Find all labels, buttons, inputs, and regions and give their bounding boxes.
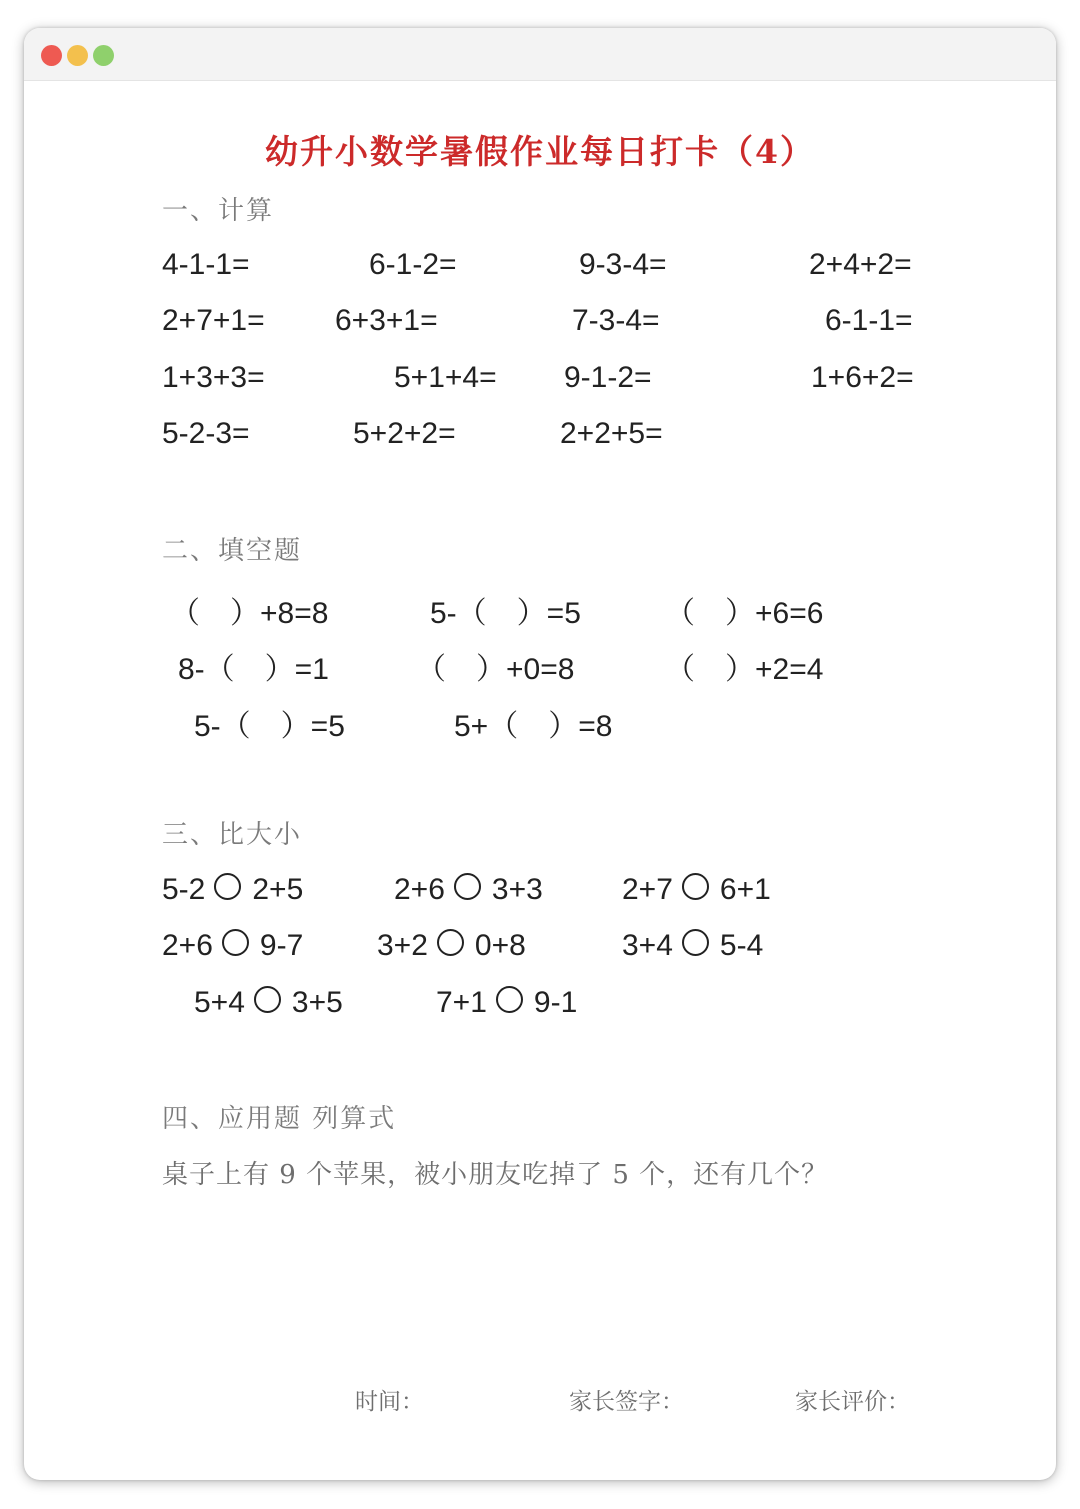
section-2-heading: 二、填空题 xyxy=(162,536,303,566)
calc-expression: 5+1+4= xyxy=(394,361,497,394)
compare-right: 3+3 xyxy=(491,873,543,906)
compare-circle xyxy=(496,986,523,1013)
compare-left: 5+4 xyxy=(194,986,245,1019)
compare-right: 9-7 xyxy=(259,929,304,962)
compare-item xyxy=(436,986,577,1020)
compare-left: 2+6 xyxy=(394,873,445,906)
parent-signature-label: 家长签字： xyxy=(569,1389,684,1415)
compare-left: 7+1 xyxy=(436,986,487,1019)
calc-expression: 9-3-4= xyxy=(579,248,667,281)
compare-circle xyxy=(254,986,281,1013)
compare-left: 2+6 xyxy=(162,929,213,962)
calc-expression: 5+2+2= xyxy=(353,417,456,450)
compare-item xyxy=(162,929,303,963)
compare-item xyxy=(377,929,526,963)
calc-expression: 2+4+2= xyxy=(809,248,912,281)
maximize-window-button[interactable] xyxy=(93,45,114,66)
compare-item xyxy=(394,873,543,907)
calc-expression: 2+2+5= xyxy=(560,417,663,450)
fill-blank-item: （ ）+0=8 xyxy=(416,653,575,686)
fill-blank-item: 5-（ ）=5 xyxy=(194,710,345,743)
section-4-heading: 四、应用题 列算式 xyxy=(162,1104,397,1134)
fill-blank-item: 5+（ ）=8 xyxy=(454,710,613,743)
compare-circle xyxy=(437,929,464,956)
fill-blank-item: 8-（ ）=1 xyxy=(178,653,329,686)
compare-circle xyxy=(214,873,241,900)
compare-left: 5-2 xyxy=(162,873,206,906)
compare-item xyxy=(194,986,343,1020)
compare-right: 6+1 xyxy=(719,873,771,906)
calc-expression: 9-1-2= xyxy=(564,361,652,394)
compare-circle xyxy=(454,873,481,900)
compare-left: 2+7 xyxy=(622,873,673,906)
compare-left: 3+4 xyxy=(622,929,673,962)
fill-blank-item: （ ）+6=6 xyxy=(665,597,824,630)
section-1-heading: 一、计算 xyxy=(162,196,275,226)
compare-item xyxy=(622,873,771,907)
fill-blank-item: 5-（ ）=5 xyxy=(430,597,581,630)
section-3-heading: 三、比大小 xyxy=(162,820,303,850)
compare-right: 0+8 xyxy=(474,929,526,962)
compare-right: 5-4 xyxy=(719,929,764,962)
calc-expression: 6+3+1= xyxy=(335,304,438,337)
close-window-button[interactable] xyxy=(41,45,62,66)
calc-expression: 2+7+1= xyxy=(162,304,265,337)
window-titlebar xyxy=(24,28,1056,81)
compare-item xyxy=(622,929,763,963)
worksheet-title: 幼升小数学暑假作业每日打卡（4） xyxy=(265,132,815,171)
time-field-label: 时间： xyxy=(355,1389,424,1415)
compare-right: 3+5 xyxy=(291,986,343,1019)
compare-right: 2+5 xyxy=(252,873,304,906)
calc-expression: 4-1-1= xyxy=(162,248,250,281)
fill-blank-item: （ ）+2=4 xyxy=(665,653,824,686)
compare-item xyxy=(162,873,303,907)
calc-expression: 6-1-1= xyxy=(825,304,913,337)
word-problem-text: 桌子上有 9 个苹果，被小朋友吃掉了 5 个，还有几个？ xyxy=(162,1160,829,1190)
document-window xyxy=(24,28,1056,1480)
minimize-window-button[interactable] xyxy=(67,45,88,66)
calc-expression: 1+3+3= xyxy=(162,361,265,394)
calc-expression: 7-3-4= xyxy=(572,304,660,337)
compare-circle xyxy=(682,873,709,900)
compare-left: 3+2 xyxy=(377,929,428,962)
compare-circle xyxy=(682,929,709,956)
parent-evaluation-label: 家长评价： xyxy=(795,1389,910,1415)
fill-blank-item: （ ）+8=8 xyxy=(170,597,329,630)
calc-expression: 6-1-2= xyxy=(369,248,457,281)
compare-circle xyxy=(222,929,249,956)
compare-right: 9-1 xyxy=(533,986,578,1019)
calc-expression: 5-2-3= xyxy=(162,417,250,450)
calc-expression: 1+6+2= xyxy=(811,361,914,394)
